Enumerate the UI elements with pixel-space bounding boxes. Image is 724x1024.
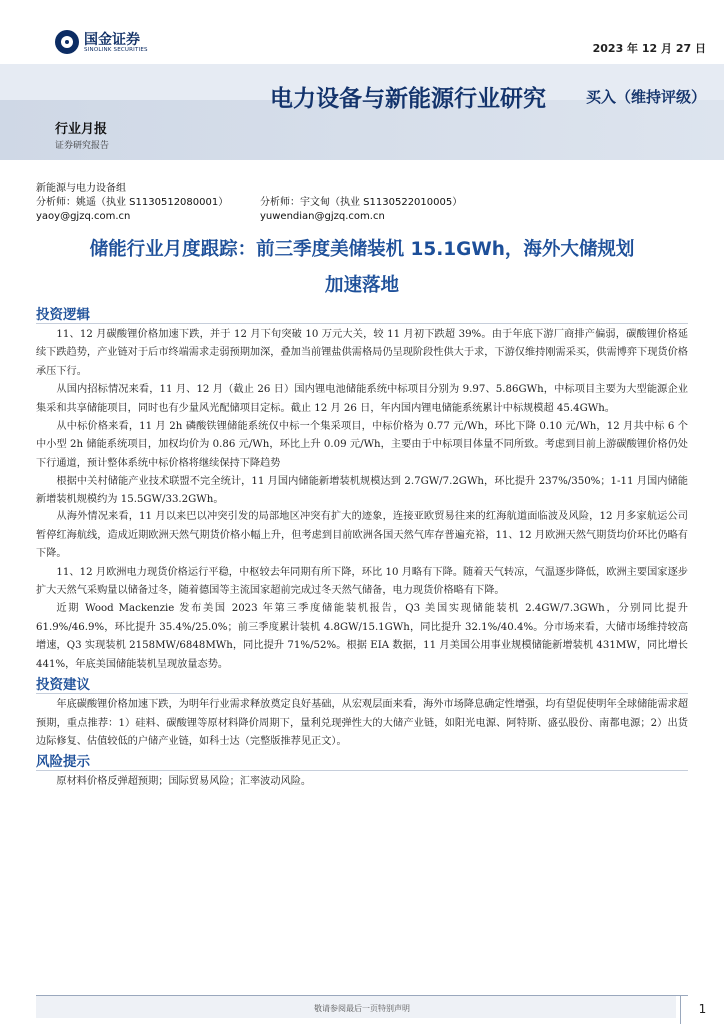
report-body	[36, 306, 688, 792]
analyst-info	[36, 182, 696, 224]
page-number: 1	[680, 996, 724, 1024]
paragraph: 年底碳酸锂价格加速下跌，为明年行业需求释放奠定良好基础，从宏观层面来看，海外市场降息确定性增强，均有望促使明年全球储能需求超预期，重点推荐：1）硅料、碳酸锂等原材料降价周期下，量利兑现弹性大的大储产业链，如阳光电源、阿特斯、盛弘股份、南都电源；2）出货边际修复、估值较低的户储产业链，如科士达（完整版推荐见正文）。	[36, 699, 689, 747]
paragraph: 根据中关村储能产业技术联盟不完全统计，11 月国内储能新增装机规模达到 2.7GW/7.2GWh，环比提升 237%/350%；1-11 月国内储能新增装机规模约为 15.5GW/33.2GWh。	[36, 476, 688, 505]
logo-name-en: SINOLINK SECURITIES	[84, 47, 148, 53]
section-heading-advice: 投资建议	[36, 676, 688, 694]
paragraph: 从中标价格来看，11 月 2h 磷酸铁锂储能系统仅中标一个集采项目，中标价格为 0.77 元/Wh，环比下降 0.10 元/Wh，12 月共中标 6 个中小型 2h 储能系统项目，加权均价为 0.86 元/Wh，环比上升 0.09 元/Wh，主要由于中标项目体量不同所致。考虑到目前上游碳酸锂价格仍处下行通道，预计整体系统中标价格将继续保持下降趋势	[36, 421, 688, 469]
paragraph: 11、12 月欧洲电力现货价格运行平稳，中枢较去年同期有所下降，环比 10 月略有下降。随着天气转凉，气温逐步降低，欧洲主要国家逐步扩大天然气采购量以储备过冬，随着德国等主流国家超前完成过冬天然气储备，电力现货价格略有下降。	[36, 566, 688, 597]
section-heading-logic: 投资逻辑	[36, 306, 688, 324]
analyst-1: 分析师：姚遥（执业 S1130512080001）	[36, 197, 229, 208]
rating-badge: 买入（维持评级）	[585, 88, 706, 106]
research-group: 新能源与电力设备组	[36, 183, 126, 194]
title-line-1: 储能行业月度跟踪：前三季度美储装机 15.1GWh，海外大储规划	[89, 239, 635, 260]
paragraph: 原材料价格反弹超预期；国际贸易风险；汇率波动风险。	[56, 776, 312, 788]
article-title	[36, 232, 688, 304]
company-logo	[55, 30, 148, 54]
report-header	[0, 0, 724, 160]
analyst-2: 分析师：宇文甸（执业 S1130522010005）	[260, 197, 463, 208]
analyst-1-email[interactable]: yaoy@gjzq.com.cn	[36, 211, 131, 222]
analyst-2-email[interactable]: yuwendian@gjzq.com.cn	[260, 211, 385, 222]
doc-type: 行业月报	[55, 122, 108, 137]
paragraph: 从海外情况来看，11 月以来巴以冲突引发的局部地区冲突有扩大的迹象，连接亚欧贸易往来的红海航道面临波及风险，12 月多家航运公司暂停红海航线，造成近期欧洲天然气期货价格小幅上升，但考虑到目前欧洲各国天然气库存普遍充裕，11、12 月欧洲天然气期货均价环比仍略有下降。	[36, 511, 688, 560]
doc-subtitle: 证券研究报告	[55, 141, 110, 151]
paragraph: 11、12 月碳酸锂价格加速下跌，并于 12 月下旬突破 10 万元大关，较 11 月初下跌超 39%。由于年底下游厂商排产偏弱，碳酸锂价格延续下跌趋势，产业链对于后市终端需求走弱预期加深，叠加当前锂盐供需格局仍呈现阶段性供大于求，下游仅维持刚需采买，供需博弈下现货价格承压下行。	[36, 329, 688, 377]
section-heading-risk: 风险提示	[36, 753, 688, 771]
report-date: 2023 年 12 月 27 日	[592, 42, 706, 55]
paragraph: 近期 Wood Mackenzie 发布美国 2023 年第三季度储能装机报告，Q3 美国实现储能装机 2.4GW/7.3GWh，分别同比提升 61.9%/46.9%，环比提升 35.4%/25.0%；前三季度累计装机 4.8GW/15.1GWh，同比提升 32.1%/40.4%。分市场来看，大储市场维持较高增速，Q3 实现装机 2158MW/6848MWh，同比提升 71%/52%。根据 EIA 数据，11 月美国公用事业规模储能新增装机 431MW，同比增长 441%，年底美国储能装机呈现放量态势。	[36, 603, 688, 670]
footer-disclaimer[interactable]: 敬请参阅最后一页特别声明	[314, 1004, 410, 1013]
title-line-2: 加速落地	[324, 275, 399, 296]
logo-name-cn: 国金证券	[84, 31, 140, 47]
logo-icon	[55, 30, 79, 54]
report-title: 电力设备与新能源行业研究	[270, 86, 546, 112]
paragraph: 从国内招标情况来看，11 月、12 月（截止 26 日）国内锂电池储能系统中标项目分别为 9.97、5.86GWh，中标项目主要为大型能源企业集采和共享储能项目，同时也有少量风光配储项目定标。截止 12 月 26 日，年内国内锂电储能系统累计中标规模超 45.4GWh。	[36, 384, 688, 414]
